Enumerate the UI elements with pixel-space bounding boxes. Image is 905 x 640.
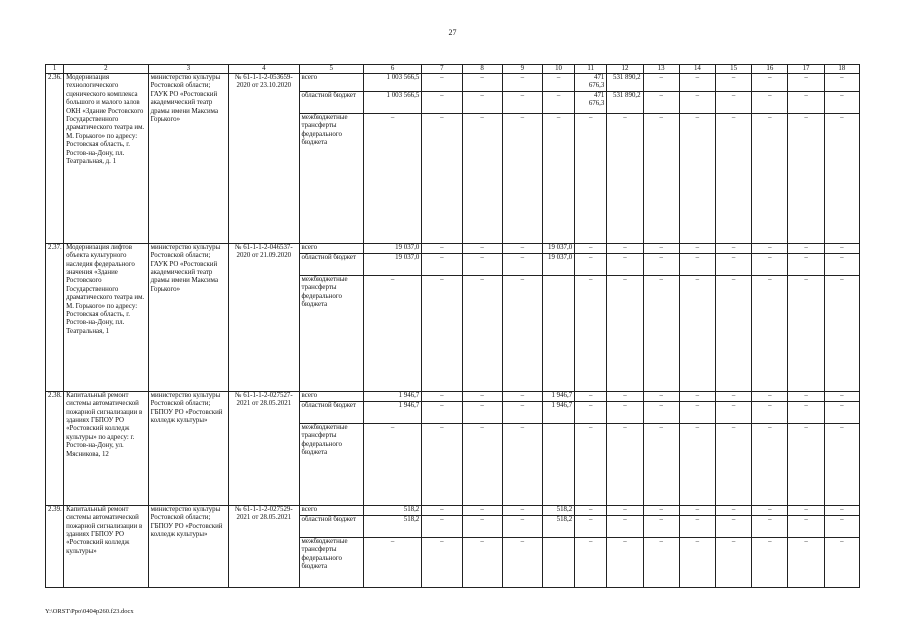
funding-value: – — [643, 243, 679, 253]
funding-value: – — [716, 537, 752, 587]
funding-value: – — [824, 423, 859, 505]
funding-source-label: областной бюджет — [299, 401, 363, 423]
funding-value: – — [363, 113, 421, 243]
funding-value: 471 676,3 — [575, 91, 607, 113]
item-number: 2.37. — [46, 243, 64, 391]
funding-value: – — [575, 391, 607, 401]
funding-value: – — [752, 113, 788, 243]
funding-value — [542, 275, 574, 391]
item-document: № 61-1-1-2-053659-2020 от 23.10.2020 — [229, 74, 299, 244]
funding-value: – — [824, 91, 859, 113]
funding-value: – — [824, 401, 859, 423]
funding-value: – — [502, 253, 542, 275]
funding-value: – — [502, 537, 542, 587]
funding-value: – — [502, 113, 542, 243]
funding-value: – — [752, 423, 788, 505]
funding-value: – — [716, 113, 752, 243]
table-row — [46, 391, 860, 401]
funding-value: – — [575, 401, 607, 423]
funding-value: – — [462, 253, 502, 275]
funding-value: – — [363, 423, 421, 505]
funding-value: – — [788, 243, 824, 253]
page-number: 27 — [448, 28, 457, 37]
item-name: Модернизация лифтов объекта культурного наследия федерального значения «Здание Ростовского Государственного драматического театра им. М. Горького» по адресу: Ростовская область, г. Ростов-на-Дону, пл. Театральная, 1 — [64, 243, 149, 391]
funding-source-label: межбюджетные трансферты федерального бюджета — [299, 537, 363, 587]
funding-value: – — [462, 391, 502, 401]
funding-value: – — [422, 253, 462, 275]
funding-value: – — [824, 253, 859, 275]
funding-value: – — [462, 537, 502, 587]
column-header-11: 11 — [575, 65, 607, 74]
funding-value: – — [716, 74, 752, 92]
funding-value: – — [679, 401, 715, 423]
funding-value: – — [788, 275, 824, 391]
funding-value: – — [607, 113, 643, 243]
funding-value: – — [502, 74, 542, 92]
funding-value: – — [679, 505, 715, 515]
funding-value: – — [788, 537, 824, 587]
funding-value: 1 003 566,5 — [363, 91, 421, 113]
funding-value: – — [607, 275, 643, 391]
funding-value: – — [752, 505, 788, 515]
column-header-1: 1 — [46, 65, 64, 74]
funding-value: – — [679, 113, 715, 243]
funding-value: – — [752, 401, 788, 423]
funding-source-label: межбюджетные трансферты федерального бюджета — [299, 113, 363, 243]
funding-value: – — [716, 253, 752, 275]
funding-value: – — [462, 275, 502, 391]
funding-value: – — [643, 113, 679, 243]
funding-value: – — [679, 423, 715, 505]
funding-value: – — [462, 243, 502, 253]
item-name: Капитальный ремонт системы автоматической пожарной сигнализации в зданиях ГБПОУ РО «Ростовский колледж культуры» — [64, 505, 149, 587]
funding-value: – — [422, 401, 462, 423]
funding-value: – — [679, 91, 715, 113]
funding-value: – — [502, 275, 542, 391]
funding-value: – — [575, 505, 607, 515]
funding-value: – — [607, 515, 643, 537]
funding-value: – — [422, 91, 462, 113]
funding-value: – — [788, 253, 824, 275]
funding-value: – — [824, 515, 859, 537]
funding-value: 518,2 — [363, 515, 421, 537]
funding-source-label: всего — [299, 243, 363, 253]
funding-value: – — [575, 113, 607, 243]
funding-value: 518,2 — [542, 515, 574, 537]
funding-value: – — [752, 515, 788, 537]
funding-value: – — [679, 243, 715, 253]
funding-value: – — [752, 275, 788, 391]
column-header-15: 15 — [716, 65, 752, 74]
column-header-12: 12 — [607, 65, 643, 74]
funding-value: – — [824, 537, 859, 587]
funding-value: – — [788, 505, 824, 515]
funding-value: – — [824, 74, 859, 92]
item-organization: министерство культуры Ростовской области; ГАУК РО «Ростовский академический театр драмы имени Максима Горького» — [148, 74, 228, 244]
column-header-3: 3 — [148, 65, 228, 74]
funding-value: – — [716, 423, 752, 505]
funding-value: – — [716, 401, 752, 423]
funding-value: 531 890,2 — [607, 74, 643, 92]
column-header-10: 10 — [542, 65, 574, 74]
funding-value: – — [575, 253, 607, 275]
funding-value: – — [422, 505, 462, 515]
column-header-6: 6 — [363, 65, 421, 74]
column-header-4: 4 — [229, 65, 299, 74]
funding-value: 531 890,2 — [607, 91, 643, 113]
funding-source-label: всего — [299, 505, 363, 515]
funding-value: – — [752, 253, 788, 275]
funding-source-label: всего — [299, 391, 363, 401]
funding-value: 471 676,3 — [575, 74, 607, 92]
column-header-7: 7 — [422, 65, 462, 74]
funding-value: – — [788, 423, 824, 505]
funding-value: – — [643, 515, 679, 537]
funding-value: – — [824, 275, 859, 391]
funding-value: – — [502, 243, 542, 253]
funding-value: – — [502, 391, 542, 401]
funding-value: – — [422, 515, 462, 537]
funding-value: – — [502, 423, 542, 505]
item-document: № 61-1-1-2-027529-2021 от 28.05.2021 — [229, 505, 299, 587]
item-organization: министерство культуры Ростовской области; ГАУК РО «Ростовский академический театр драмы имени Максима Горького» — [148, 243, 228, 391]
funding-value: – — [422, 423, 462, 505]
funding-value: – — [788, 401, 824, 423]
funding-value: – — [462, 91, 502, 113]
funding-value — [542, 537, 574, 587]
item-number: 2.36. — [46, 74, 64, 244]
funding-value: – — [462, 515, 502, 537]
funding-value: – — [422, 275, 462, 391]
item-name: Модернизация технологического сценического комплекса большого и малого залов ОКН «Здание Ростовского Государственного драматического театра им. М. Горького» по адресу: Ростовская область, г. Ростов-на-Дону, пл. Театральная, д. 1 — [64, 74, 149, 244]
funding-value: 518,2 — [363, 505, 421, 515]
column-header-9: 9 — [502, 65, 542, 74]
funding-value: 19 037,0 — [363, 243, 421, 253]
table-row — [46, 74, 860, 92]
funding-source-label: областной бюджет — [299, 515, 363, 537]
funding-value: – — [788, 113, 824, 243]
funding-value: 1 946,7 — [542, 401, 574, 423]
funding-value: – — [643, 391, 679, 401]
funding-value: – — [679, 391, 715, 401]
funding-value: – — [575, 537, 607, 587]
funding-value: – — [716, 243, 752, 253]
funding-value: – — [752, 243, 788, 253]
funding-value: – — [643, 91, 679, 113]
funding-value: – — [716, 515, 752, 537]
funding-value: – — [607, 423, 643, 505]
funding-value: – — [575, 275, 607, 391]
column-header-17: 17 — [788, 65, 824, 74]
funding-value: – — [824, 243, 859, 253]
funding-value: – — [502, 401, 542, 423]
funding-value: – — [752, 537, 788, 587]
funding-value: – — [716, 91, 752, 113]
funding-value: – — [824, 391, 859, 401]
funding-value: – — [422, 74, 462, 92]
funding-value: – — [542, 113, 574, 243]
funding-value: – — [575, 515, 607, 537]
funding-value: 19 037,0 — [542, 253, 574, 275]
funding-value: 1 946,7 — [542, 391, 574, 401]
funding-value: – — [502, 91, 542, 113]
funding-value: 1 946,7 — [363, 391, 421, 401]
item-document: № 61-1-1-2-027527-2021 от 28.05.2021 — [229, 391, 299, 505]
funding-value: – — [643, 253, 679, 275]
funding-value: 19 037,0 — [363, 253, 421, 275]
funding-value: – — [607, 401, 643, 423]
funding-value: – — [607, 243, 643, 253]
funding-value: – — [462, 401, 502, 423]
program-table — [45, 64, 860, 588]
funding-value: – — [363, 275, 421, 391]
funding-value: – — [679, 275, 715, 391]
funding-value: – — [824, 505, 859, 515]
item-number: 2.38. — [46, 391, 64, 505]
table-row — [46, 243, 860, 253]
column-header-16: 16 — [752, 65, 788, 74]
funding-value: – — [716, 505, 752, 515]
table-body — [46, 74, 860, 588]
funding-value: – — [422, 243, 462, 253]
funding-value: – — [422, 537, 462, 587]
funding-value: 1 946,7 — [363, 401, 421, 423]
funding-value: – — [679, 253, 715, 275]
funding-value: – — [422, 391, 462, 401]
funding-source-label: межбюджетные трансферты федерального бюджета — [299, 275, 363, 391]
funding-value: – — [502, 515, 542, 537]
column-header-2: 2 — [64, 65, 149, 74]
funding-value: – — [607, 391, 643, 401]
funding-value: – — [643, 505, 679, 515]
column-header-13: 13 — [643, 65, 679, 74]
funding-value: – — [752, 91, 788, 113]
funding-value: 518,2 — [542, 505, 574, 515]
funding-value: – — [462, 423, 502, 505]
funding-value: – — [462, 74, 502, 92]
funding-value: – — [752, 391, 788, 401]
column-header-8: 8 — [462, 65, 502, 74]
item-document: № 61-1-1-2-046537-2020 от 21.09.2020 — [229, 243, 299, 391]
funding-value: – — [824, 113, 859, 243]
funding-value: – — [502, 505, 542, 515]
item-number: 2.39. — [46, 505, 64, 587]
header-row — [46, 65, 860, 74]
funding-value: – — [575, 423, 607, 505]
funding-value: – — [462, 505, 502, 515]
funding-value: – — [643, 74, 679, 92]
funding-value: – — [607, 253, 643, 275]
funding-value: – — [575, 243, 607, 253]
funding-value: 1 003 566,5 — [363, 74, 421, 92]
funding-value: – — [679, 515, 715, 537]
funding-source-label: областной бюджет — [299, 253, 363, 275]
funding-value: – — [716, 391, 752, 401]
funding-source-label: областной бюджет — [299, 91, 363, 113]
funding-value: – — [788, 515, 824, 537]
funding-value: – — [752, 74, 788, 92]
funding-value: – — [643, 423, 679, 505]
funding-source-label: межбюджетные трансферты федерального бюджета — [299, 423, 363, 505]
funding-value: – — [679, 537, 715, 587]
table-row — [46, 505, 860, 515]
funding-value: – — [679, 74, 715, 92]
funding-value — [542, 423, 574, 505]
funding-value: – — [422, 113, 462, 243]
funding-value: – — [607, 537, 643, 587]
funding-value: – — [643, 537, 679, 587]
funding-value: – — [788, 391, 824, 401]
funding-value: – — [607, 505, 643, 515]
item-organization: министерство культуры Ростовской области; ГБПОУ РО «Ростовский колледж культуры» — [148, 505, 228, 587]
file-path-footer: Y:\ORST\Ppo\0404p260.f23.docx — [45, 608, 134, 615]
funding-source-label: всего — [299, 74, 363, 92]
column-header-5: 5 — [299, 65, 363, 74]
funding-value: – — [363, 537, 421, 587]
funding-value: – — [542, 74, 574, 92]
funding-value: – — [716, 275, 752, 391]
item-name: Капитальный ремонт системы автоматической пожарной сигнализации в зданиях ГБПОУ РО «Ростовский колледж культуры» по адресу: г. Ростов-на-Дону, ул. Мясникова, 12 — [64, 391, 149, 505]
column-header-14: 14 — [679, 65, 715, 74]
item-organization: министерство культуры Ростовской области; ГБПОУ РО «Ростовский колледж культуры» — [148, 391, 228, 505]
column-header-18: 18 — [824, 65, 859, 74]
funding-value: – — [788, 74, 824, 92]
funding-value: 19 037,0 — [542, 243, 574, 253]
funding-value: – — [788, 91, 824, 113]
funding-value: – — [542, 91, 574, 113]
funding-value: – — [643, 275, 679, 391]
funding-value: – — [643, 401, 679, 423]
funding-value: – — [462, 113, 502, 243]
